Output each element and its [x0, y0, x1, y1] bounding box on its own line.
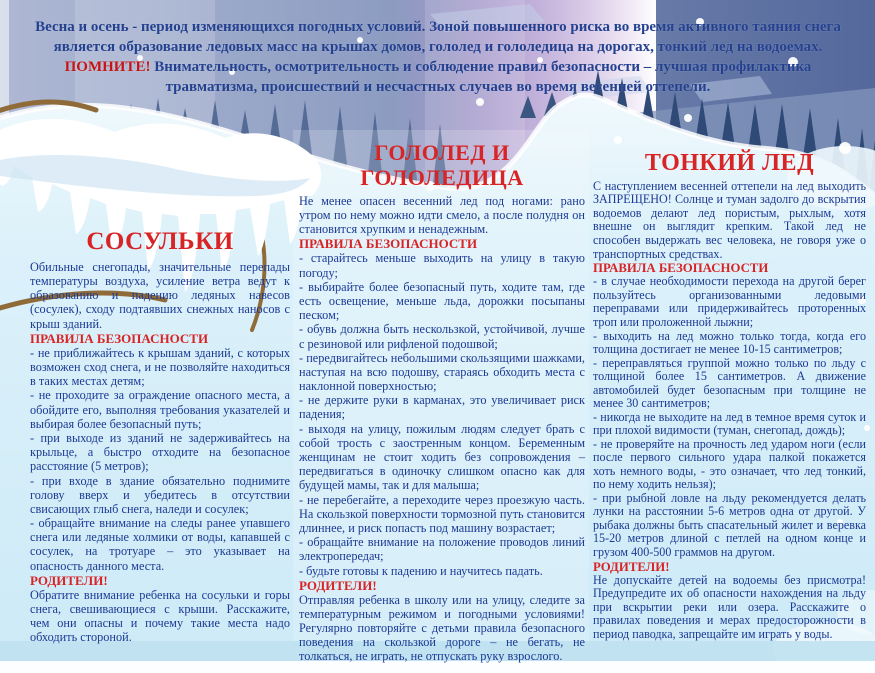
text-paragraph: - не проходите за ограждение опасного места, а обойдите его, выполняя требования указателей и выбирая более безопасный путь; — [30, 388, 290, 431]
text-paragraph: - никогда не выходите на лед в темное время суток и при плохой видимости (туман, снегопад, дождь); — [593, 409, 866, 438]
column-ice — [299, 140, 585, 664]
text-paragraph: С наступлением весенней оттепели на лед выходить ЗАПРЕЩЕНО! Солнце и туман задолго до вскрытия водоемов делают лед пористым, рыхлым, хотя внешне он выглядит крепким. Такой лед не способен выдержать вес человека, не говоря уже о транспортных средствах. — [593, 178, 866, 261]
column-body-thin-ice — [593, 180, 866, 642]
text-paragraph: Обильные снегопады, значительные перепады температуры воздуха, усиление ветра ведут к образованию и падению ледяных навесов (сосулек), сходу подтаявших снежных наносов с крыш зданий. — [30, 259, 290, 331]
text-paragraph: - обращайте внимание на следы ранее упавшего снега или ледяные холмики от воды, капавшей с сосулек, на тротуаре – это указывает на опасность данного места. — [30, 516, 290, 573]
text-paragraph: - при выходе из зданий не задерживайтесь на крыльце, а быстро отходите на безопасное расстояние (5 метров); — [30, 430, 290, 474]
text-paragraph: - в случае необходимости перехода на другой берег пользуйтесь организованными ледовыми переправами или придерживайтесь проторенных троп или проложенной лыжни; — [593, 274, 866, 329]
column-thin-ice — [593, 150, 866, 642]
section-subheading: РОДИТЕЛИ! — [299, 577, 377, 593]
section-subheading: ПРАВИЛА БЕЗОПАСНОСТИ — [593, 261, 769, 276]
text-paragraph: - выбирайте более безопасный путь, ходите там, где есть освещение, меньше льда, дорожки посыпаны песком; — [299, 279, 585, 323]
text-paragraph: - при рыбной ловле на льду рекомендуется делать лунки на расстоянии 5-6 метров одна от другой. У рыбака должны быть спасательный жилет и веревка 15-20 метров длиной с петлей на одном конце и грузом 400-500 граммов на другом. — [593, 490, 866, 560]
column-body-ice — [299, 194, 585, 664]
text-paragraph: - не держите руки в карманах, это увеличивает риск падения; — [299, 393, 585, 422]
column-body-icicles — [30, 260, 290, 645]
text-paragraph: - не приближайтесь к крышам зданий, с которых возможен сход снега, и не позволяйте находиться в таких местах детям; — [30, 345, 290, 389]
column-title-thin-ice: ТОНКИЙ ЛЕД — [644, 150, 815, 176]
section-subheading: ПРАВИЛА БЕЗОПАСНОСТИ — [299, 236, 478, 252]
text-paragraph: - не проверяйте на прочность лед ударом ноги (если после первого сильного удара палкой покажется хоть немного воды, - это означает, что лед тонкий, по нему ходить нельзя); — [593, 436, 866, 492]
section-subheading: ПРАВИЛА БЕЗОПАСНОСТИ — [30, 330, 209, 346]
section-subheading: РОДИТЕЛИ! — [593, 559, 670, 574]
section-subheading: РОДИТЕЛИ! — [30, 572, 108, 588]
header-intro-text: Весна и осень - период изменяющихся погодных условий. Зоной повышенного риска во время активного таяния снега является образование ледовых масс на крышах домов, гололед и гололедица на дорогах, тонкий лед на водоемах. — [35, 19, 841, 55]
text-paragraph: - выходя на улицу, пожилым людям следует брать с собой трость с заостренным концом. Беременным женщинам не стоит ходить без сопровождения – передвигаться в одиночку слишком опасно как для будущей мамы, так и для малыша; — [299, 421, 585, 493]
text-paragraph: - обращайте внимание на положение проводов линий электропередач; — [299, 535, 585, 564]
text-paragraph: - выходить на лед можно только тогда, когда его толщина достигает не менее 10-15 сантиметров; — [593, 328, 866, 357]
text-paragraph: - старайтесь меньше выходить на улицу в такую погоду; — [299, 251, 585, 280]
text-paragraph: Не допускайте детей на водоемы без присмотра! Предупредите их об опасности нахождения на льду при вскрытии реки или озера. Расскажите о правилах поведения и мерах предосторожности в период паводка, запрещайте им играть у воды. — [593, 572, 866, 641]
column-title-ice: ГОЛОЛЕД И ГОЛОЛЕДИЦА — [360, 140, 524, 191]
remember-label: ПОМНИТЕ! — [64, 58, 151, 75]
header-warning-text: Внимательность, осмотрительность и соблюдение правил безопасности – лучшая профилактика травматизма, происшествий и несчастных случаев во время весенней оттепели. — [154, 58, 812, 95]
text-paragraph: - передвигайтесь небольшими скользящими шажками, наступая на всю подошву, стараясь обходить места с наклонной поверхностью; — [299, 350, 585, 394]
text-paragraph: - не перебегайте, а переходите через проезжую часть. На скользкой поверхности тормозной путь становится длиннее, и риск попасть под машину возрастает; — [299, 492, 585, 535]
text-paragraph: Отправляя ребенка в школу или на улицу, следите за температурным режимом и погодными условиями! Регулярно повторяйте с детьми правила безопасного поведения на скользкой дороге – не бегать, не толкаться, не играть, не отпускать руку взрослого. — [299, 592, 585, 664]
poster-header — [32, 18, 844, 98]
text-paragraph: Обратите внимание ребенка на сосульки и горы снега, свешивающиеся с крыши. Расскажите, чем они опасны и почему такие места надо обходить стороной. — [30, 587, 290, 645]
text-paragraph: - будьте готовы к падению и научитесь падать. — [299, 563, 543, 578]
column-icicles — [30, 228, 290, 645]
text-paragraph: - при входе в здание обязательно поднимите голову вверх и убедитесь в отсутствии свисающих глыб снега, наледи и сосулек; — [30, 473, 290, 516]
text-paragraph: - обувь должна быть нескользкой, устойчивой, лучше с резиновой или рифленой подошвой; — [299, 322, 585, 351]
column-title-icicles: СОСУЛЬКИ — [86, 228, 234, 255]
text-paragraph: Не менее опасен весенний лед под ногами: рано утром по нему можно идти смело, а после полудня он становится хрупким и ненадежным. — [299, 193, 585, 237]
text-paragraph: - переправляться группой можно только по льду с толщиной более 15 сантиметров. А движение автомобилей будет безопасным при толщине не менее 30 сантиметров; — [593, 355, 866, 411]
